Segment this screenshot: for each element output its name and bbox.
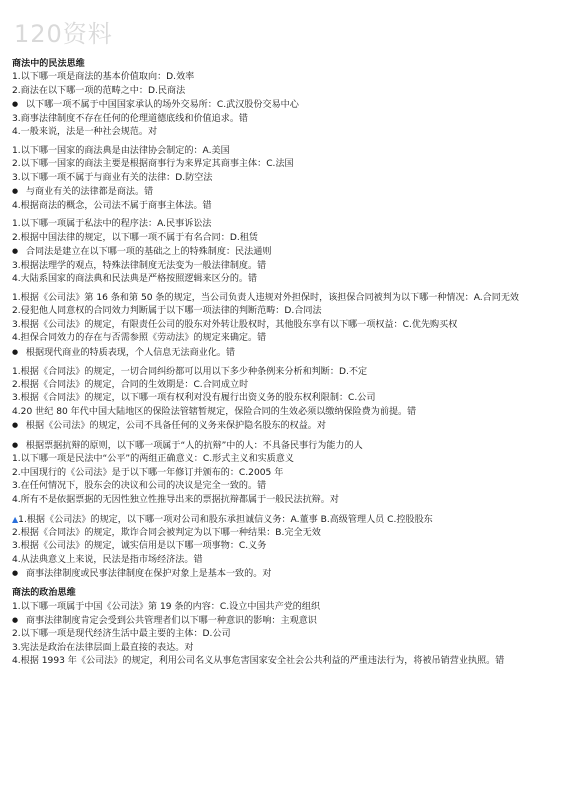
question-line	[12, 642, 557, 655]
bullet-icon	[12, 421, 23, 431]
question-group	[12, 513, 557, 582]
section-heading: 商法的政治思维	[12, 588, 76, 599]
question-text: 2.商法在以下哪一项的范畴之中：D.民商法	[12, 85, 186, 96]
question-text: 3.根据《合同法》的规定，以下哪一项有权利对没有履行出资义务的股东权利限制：C.公司	[12, 393, 376, 404]
question-line	[12, 85, 557, 98]
question-line	[12, 319, 557, 332]
question-line	[12, 232, 557, 245]
question-text: 4.大陆系国家的商法典和民法典是严格按照逻辑来区分的。错	[12, 274, 258, 285]
question-text: 1.根据《合同法》的规定，一切合同纠纷都可以用以下多少种条例来分析和判断：D.不定	[12, 366, 368, 377]
question-group	[12, 439, 557, 507]
bullet-icon	[12, 569, 23, 579]
question-text: 1.以下哪一国家的商法典是由法律协会制定的：A.美国	[12, 145, 230, 156]
question-line	[12, 218, 557, 231]
question-line	[12, 158, 557, 171]
bullet-icon	[12, 616, 23, 626]
question-text: 商事法律制度或民事法律制度在保护对象上是基本一致的。对	[23, 569, 272, 580]
question-text: 4.根据 1993 年《公司法》的规定，利用公司名义从事危害国家安全社会公共利益的严重违法行为，将被吊销营业执照。错	[12, 656, 505, 667]
question-line	[12, 453, 557, 466]
question-line	[12, 406, 557, 419]
question-line	[12, 200, 557, 213]
question-group	[12, 71, 557, 139]
question-text: 4.一般来说，法是一种社会规范。对	[12, 127, 158, 138]
question-line	[12, 346, 557, 360]
question-group	[12, 601, 557, 669]
question-text: 3.根据法理学的观点，特殊法律制度无法变为一般法律制度。错	[12, 260, 267, 271]
question-line	[12, 419, 557, 433]
question-text: 4.所有不是依据票据的无因性独立性推导出来的票据抗辩都属于一般民法抗辩。对	[12, 494, 339, 505]
question-line	[12, 467, 557, 480]
question-line	[12, 554, 557, 567]
question-group	[12, 218, 557, 286]
question-line	[12, 292, 557, 305]
bullet-icon	[12, 187, 23, 197]
question-text: 根据现代商业的特质表现，个人信息无法商业化。错	[23, 347, 236, 358]
question-line	[12, 480, 557, 493]
question-text: 2.根据《合同法》的规定，欺诈合同会被判定为以下哪一种结果：B.完全无效	[12, 528, 321, 538]
question-line	[12, 245, 557, 259]
question-text: 3.根据《公司法》的规定，诚实信用是以下哪一项事物：C.义务	[12, 541, 267, 552]
question-line	[12, 145, 557, 158]
document-body	[12, 58, 557, 674]
question-line	[12, 185, 557, 199]
question-line	[12, 567, 557, 581]
question-text: 1.根据《公司法》的规定，以下哪一项对公司和股东承担诚信义务：A.董事 B.高级管理人员 C.控股股东	[18, 514, 433, 525]
question-text: 1.以下哪一项是商法的基本价值取向：D.效率	[12, 72, 195, 83]
question-line	[12, 601, 557, 614]
question-text: 2.以下哪一国家的商法主要是根据商事行为来界定其商事主体：C.法国	[12, 159, 294, 170]
question-line	[12, 260, 557, 273]
question-text: 2.根据《合同法》的规定，合同的生效期是：C.合同成立时	[12, 379, 249, 390]
question-line	[12, 527, 557, 540]
question-text: 4.20 世纪 80 年代中国大陆地区的保险法管辖暂规定，保险合同的生效必须以缴纳保险费为前提。错	[12, 406, 417, 417]
question-text: 根据票据抗辩的原则，以下哪一项属于“人的抗辩”中的人：不具备民事行为能力的人	[23, 441, 363, 452]
question-text: 3.在任何情况下，股东会的决议和公司的决议是完全一致的。错	[12, 481, 267, 492]
question-line	[12, 126, 557, 139]
question-text: 2.以下哪一项是现代经济生活中最主要的主体：D.公司	[12, 629, 231, 640]
question-line	[12, 332, 557, 345]
question-text: 2.侵犯他人同意权的合同效力判断属于以下哪一项法律的判断范畴：D.合同法	[12, 306, 322, 317]
question-line	[12, 273, 557, 286]
question-text: 1.以下哪一项是民法中“公平”的两组正确意义：C.形式主义和实质意义	[12, 454, 294, 465]
question-text: 3.根据《公司法》的规定，有限责任公司的股东对外转让股权时，其他股东享有以下哪一项权益：C.优先购买权	[12, 319, 458, 330]
question-group	[12, 292, 557, 360]
question-line	[12, 494, 557, 507]
question-text: 2.中国现行的《公司法》是于以下哪一年修订并颁布的：C.2005 年	[12, 467, 284, 478]
question-line	[12, 71, 557, 84]
question-text: 以下哪一项不属于中国国家承认的场外交易所：C.武汉股份交易中心	[23, 100, 299, 111]
triangle-marker-icon: ▲	[12, 514, 19, 524]
question-text: 合同法是建立在以下哪一项的基础之上的特殊制度：民法通则	[23, 247, 272, 258]
watermark-logo: 120资料	[14, 20, 113, 48]
bullet-icon	[12, 348, 23, 358]
question-line	[12, 392, 557, 405]
question-line	[12, 113, 557, 126]
question-text: 2.根据中国法律的规定，以下哪一项不属于有名合同：D.租赁	[12, 232, 258, 243]
question-line	[12, 628, 557, 641]
question-group	[12, 145, 557, 213]
question-line	[12, 172, 557, 185]
question-text: 3.商事法律制度不存在任何的伦理道德底线和价值追求。错	[12, 113, 249, 124]
question-text: 1.根据《公司法》第 16 条和第 50 条的规定，当公司负责人违规对外担保时，该担保合同被判为以下哪一种情况：A.合同无效	[12, 293, 520, 303]
bullet-icon	[12, 441, 23, 451]
question-line	[12, 305, 557, 318]
question-text: 根据《公司法》的规定，公司不具备任何的义务来保护隐名股东的权益。对	[23, 421, 326, 432]
question-group	[12, 366, 557, 434]
section-heading: 商法中的民法思维	[12, 59, 85, 69]
question-text: 商事法律制度肯定会受到公共管理者们以下哪一种意识的影响：主观意识	[23, 615, 317, 626]
question-text: 1.以下哪一项属于中国《公司法》第 19 条的内容：C.设立中国共产党的组织	[12, 601, 321, 612]
question-text: 3.宪法是政治在法律层面上最直接的表达。对	[12, 642, 194, 653]
question-text: 3.以下哪一项不属于与商业有关的法律：D.防空法	[12, 172, 213, 183]
question-line	[12, 98, 557, 112]
question-text: 与商业有关的法律都是商法。错	[23, 187, 154, 198]
question-text: 1.以下哪一项属于私法中的程序法：A.民事诉讼法	[12, 219, 212, 230]
question-line	[12, 540, 557, 553]
question-line	[12, 379, 557, 392]
bullet-icon	[12, 247, 23, 257]
question-text: 4.担保合同效力的存在与否需参照《劳动法》的规定来确定。错	[12, 333, 267, 344]
question-line	[12, 366, 557, 379]
question-line	[12, 439, 557, 453]
question-line	[12, 655, 557, 668]
bullet-icon	[12, 100, 23, 110]
question-text: 4.根据商法的概念，公司法不属于商事主体法。错	[12, 200, 212, 211]
question-text: 4.从法典意义上来说，民法是指市场经济法。错	[12, 554, 203, 565]
question-line	[12, 513, 557, 527]
question-line	[12, 614, 557, 628]
